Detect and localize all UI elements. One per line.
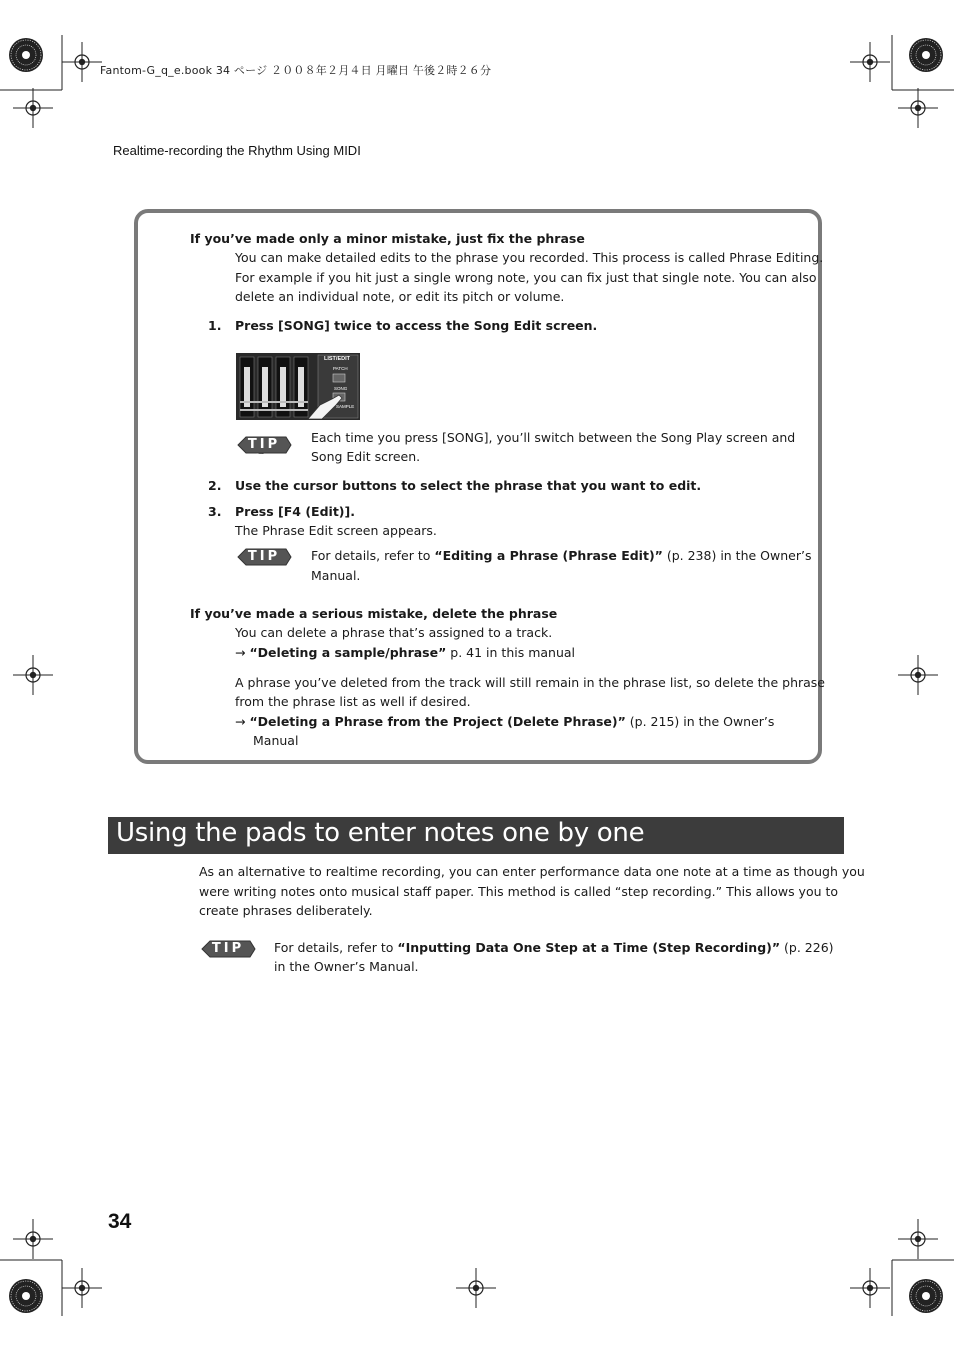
- section-tip-pre: For details, refer to: [274, 940, 398, 955]
- section-body-line-2: were writing notes onto musical staff paper. This method is called “step recording.” This allows you to: [199, 884, 839, 899]
- arrow-icon: →: [235, 714, 246, 729]
- step3-text: Press [F4 (Edit)].: [235, 504, 355, 519]
- panel-label-song: SONG: [334, 386, 348, 391]
- section-body-line-3: create phrases deliberately.: [199, 903, 373, 918]
- running-head: Realtime-recording the Rhythm Using MIDI: [113, 143, 361, 158]
- tip1-line-2: Song Edit screen.: [311, 449, 421, 464]
- tip-label: TIP: [247, 437, 281, 452]
- tip-label: TIP: [247, 549, 281, 564]
- step3-number: 3.: [208, 504, 222, 519]
- tip2-pre: For details, refer to: [311, 548, 435, 563]
- section-tip-line-2: in the Owner’s Manual.: [274, 959, 419, 974]
- ref2-line: [235, 712, 774, 732]
- tip2-reference-link[interactable]: “Editing a Phrase (Phrase Edit)”: [434, 548, 663, 563]
- section-tip-reference-link[interactable]: “Inputting Data One Step at a Time (Step Recording)”: [397, 940, 781, 955]
- delete-heading: If you’ve made a serious mistake, delete the phrase: [190, 606, 558, 621]
- arrow-icon: →: [235, 645, 246, 660]
- tip2-post: (p. 238) in the Owner’s: [662, 548, 812, 563]
- fix-body-line-1: You can make detailed edits to the phrase you recorded. This process is called Phrase Editing.: [235, 250, 824, 265]
- panel-label-sample: SAMPLE: [336, 404, 355, 409]
- fix-heading: If you’ve made only a minor mistake, just fix the phrase: [190, 231, 585, 246]
- section-title: Using the pads to enter notes one by one: [116, 818, 645, 848]
- tip1-line-1: Each time you press [SONG], you’ll switch between the Song Play screen and: [311, 430, 796, 445]
- ref2-line-2: Manual: [253, 733, 299, 748]
- section-tip-post: (p. 226): [780, 940, 834, 955]
- panel-label-patch: PATCH: [333, 366, 348, 371]
- fix-body-line-3: delete an individual note, or edit its pitch or volume.: [235, 289, 565, 304]
- tip-label: TIP: [211, 941, 245, 956]
- step1-text: Press [SONG] twice to access the Song Edit screen.: [235, 318, 598, 333]
- page-number: 34: [108, 1210, 132, 1233]
- delete-body: You can delete a phrase that’s assigned to a track.: [235, 625, 553, 640]
- delete-note-line-2: from the phrase list as well if desired.: [235, 694, 471, 709]
- delete-note-line-1: A phrase you’ve deleted from the track will still remain in the phrase list, so delete the phrase: [235, 675, 825, 690]
- step2-number: 2.: [208, 478, 222, 493]
- step3-body: The Phrase Edit screen appears.: [235, 523, 437, 538]
- fix-body-line-2: For example if you hit just a single wrong note, you can fix just that single note. You can also: [235, 270, 817, 285]
- step1-number: 1.: [208, 318, 222, 333]
- ref1-reference-link[interactable]: “Deleting a sample/phrase”: [249, 645, 447, 660]
- ref2-post: (p. 215) in the Owner’s: [625, 714, 775, 729]
- tip2-line-2: Manual.: [311, 568, 361, 583]
- section-tip-line-1: [274, 938, 834, 958]
- section-body-line-1: As an alternative to realtime recording, you can enter performance data one note at a time as though you: [199, 864, 865, 879]
- panel-label-list-edit: LIST/EDIT: [324, 356, 350, 362]
- step2-text: Use the cursor buttons to select the phrase that you want to edit.: [235, 478, 702, 493]
- ref2-reference-link[interactable]: “Deleting a Phrase from the Project (Delete Phrase)”: [249, 714, 626, 729]
- book-file-meta: Fantom-G_q_e.book 34 ページ ２００８年２月４日 月曜日 午後２時２６分: [100, 64, 492, 77]
- ref1-line: [235, 643, 575, 663]
- song-button-illustration: [236, 353, 360, 420]
- tip2-line-1: [311, 546, 811, 566]
- ref1-post: p. 41 in this manual: [446, 645, 576, 660]
